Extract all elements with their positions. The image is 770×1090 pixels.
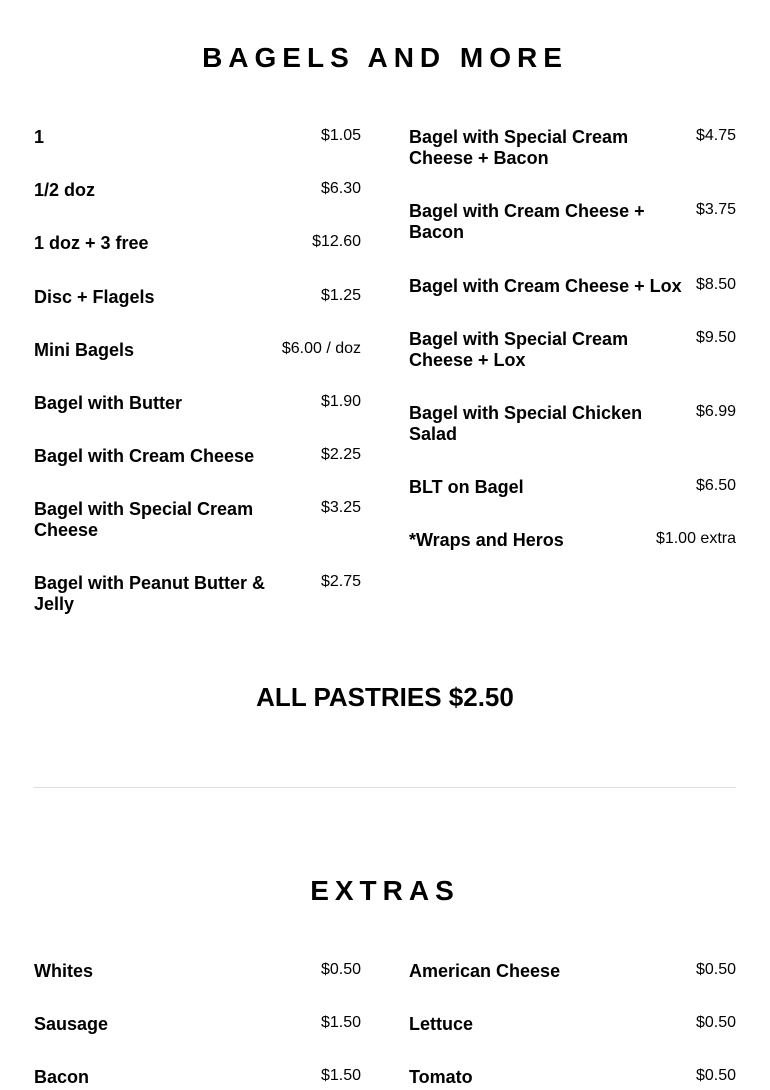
menu-item-name: Sausage [34,1014,109,1034]
menu-item [409,477,736,498]
menu-item-name: Bagel with Cream Cheese + Bacon [409,201,645,242]
section-divider [34,787,736,788]
menu-item [409,530,736,551]
menu-item-price: $1.50 [320,1014,361,1031]
menu-item-price: $1.05 [320,127,361,144]
menu-item-price: $3.75 [695,201,736,218]
menu-item-price: $6.30 [320,180,361,197]
menu-item-price: $0.50 [695,1067,736,1084]
menu-item-name: Bacon [34,1067,90,1087]
menu-item [409,403,736,445]
menu-item-name: Bagel with Cream Cheese [34,446,255,466]
menu-item [409,1014,736,1035]
menu-item-price: $1.50 [320,1067,361,1084]
menu-item-price: $2.75 [320,573,361,590]
menu-item-price: $9.50 [695,329,736,346]
menu-item-price: $12.60 [312,233,361,250]
bagels-section-title: BAGELS AND MORE [202,42,568,73]
menu-item-name: Bagel with Special Chicken Salad [409,403,643,444]
menu-item [34,1067,361,1088]
menu-item-name: BLT on Bagel [409,477,524,497]
menu-item [409,1067,736,1088]
menu-item-price: $6.99 [695,403,736,420]
menu-item [34,1014,361,1035]
menu-item-price: $6.00 / doz [281,340,361,357]
menu-item-name: 1/2 doz [34,180,96,200]
menu-item-price: $6.50 [695,477,736,494]
menu-item-name: Whites [34,961,94,981]
menu-item [34,340,361,361]
menu-item [409,127,736,169]
menu-item [34,233,361,254]
menu-item-name: Bagel with Cream Cheese + Lox [409,276,682,296]
menu-item [34,961,361,982]
menu-item [34,287,361,308]
menu-item [34,573,361,615]
menu-item-price: $0.50 [695,961,736,978]
menu-item-price: $1.90 [320,393,361,410]
menu-item-price: $0.50 [695,1014,736,1031]
menu-item [34,180,361,201]
menu-item-name: Bagel with Special Cream Cheese + Bacon [409,127,629,168]
menu-item-name: Lettuce [409,1014,474,1034]
menu-item [409,961,736,982]
menu-item-name: American Cheese [409,961,561,981]
pastries-note: ALL PASTRIES $2.50 [256,682,514,712]
menu-item-name: 1 [34,127,45,147]
menu-item-name: Bagel with Peanut Butter & Jelly [34,573,266,614]
menu-item-price: $1.00 extra [655,530,736,547]
menu-item [409,276,736,297]
menu-item [34,446,361,467]
menu-item [409,329,736,371]
menu-item-name: 1 doz + 3 free [34,233,149,253]
menu-item [34,127,361,148]
menu-item-price: $8.50 [695,276,736,293]
menu-item-price: $2.25 [320,446,361,463]
menu-item-name: Mini Bagels [34,340,135,360]
menu-item-price: $3.25 [320,499,361,516]
menu-item [34,499,361,541]
menu-item-name: Bagel with Special Cream Cheese [34,499,254,540]
menu-item-name: *Wraps and Heros [409,530,564,550]
menu-item-name: Bagel with Butter [34,393,183,413]
menu-item-price: $4.75 [695,127,736,144]
menu-item-name: Disc + Flagels [34,287,155,307]
menu-item-name: Bagel with Special Cream Cheese + Lox [409,329,629,370]
menu-item [409,201,736,243]
menu-item-price: $1.25 [320,287,361,304]
menu-item-price: $0.50 [320,961,361,978]
menu-item-name: Tomato [409,1067,473,1087]
extras-section-title: EXTRAS [310,875,460,906]
menu-item [34,393,361,414]
